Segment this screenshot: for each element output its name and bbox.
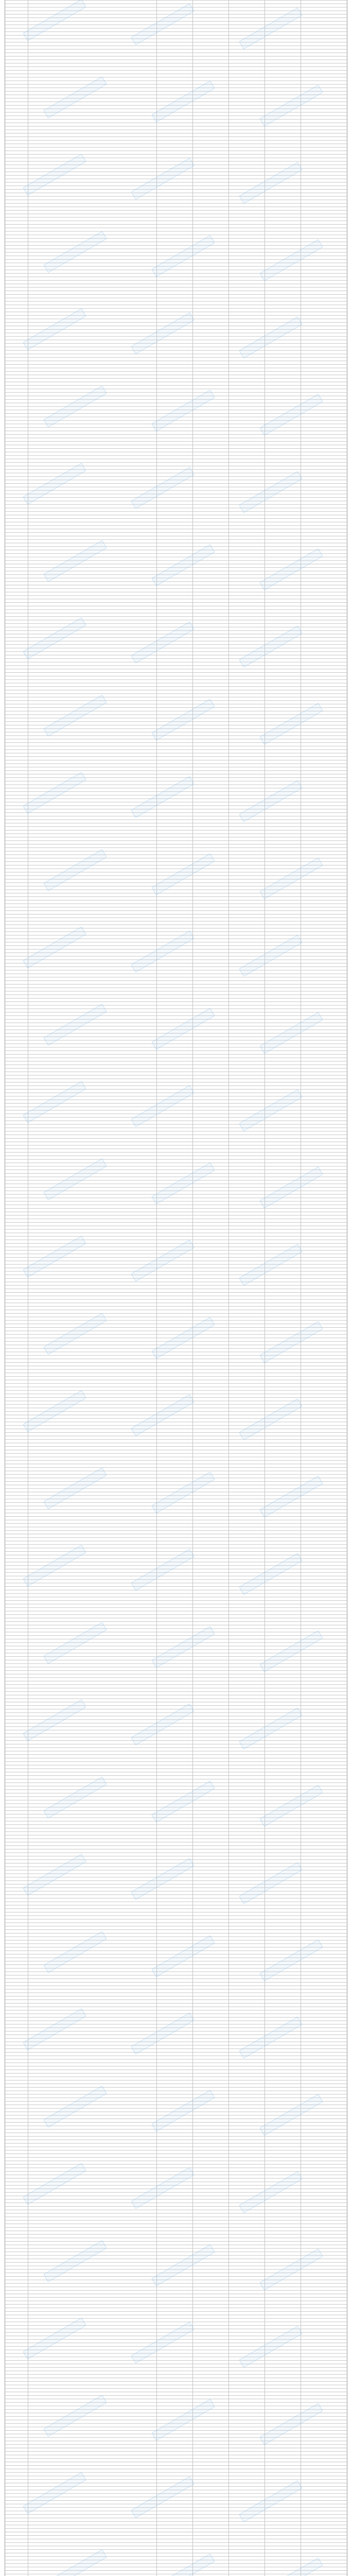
table-grid bbox=[5, 0, 347, 2576]
data-sheet bbox=[5, 0, 347, 2576]
